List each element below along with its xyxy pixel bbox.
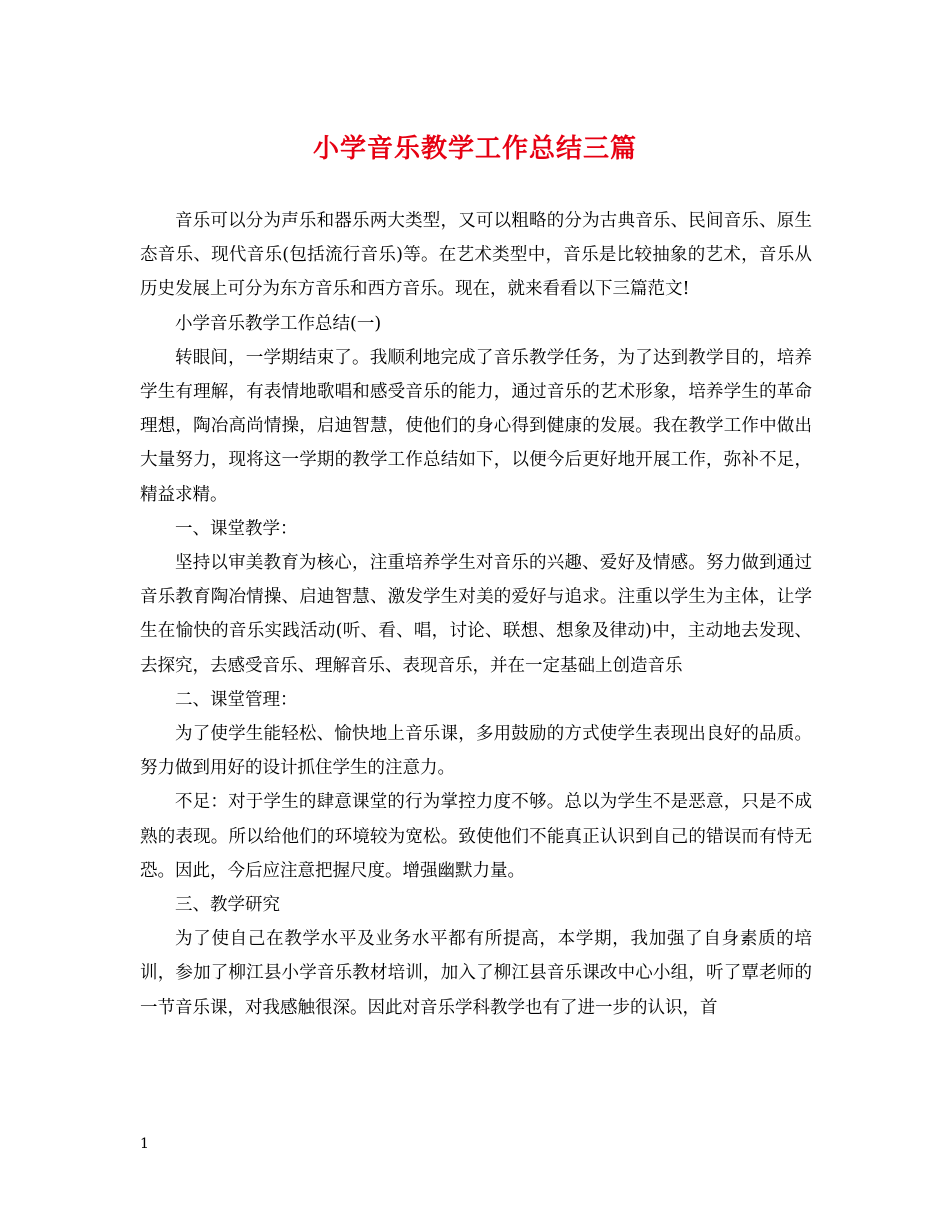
paragraph-shortcomings: 不足：对于学生的肆意课堂的行为掌控力度不够。总以为学生不是恶意，只是不成熟的表现。所以给他们的环境较为宽松。致使他们不能真正认识到自己的错误而有恃无恐。因此，今后应注意把握尺度。增强幽默力量。 <box>140 792 812 881</box>
section-heading-classroom-management: 二、课堂管理： <box>175 689 298 710</box>
document-title: 小学音乐教学工作总结三篇 <box>312 134 637 164</box>
paragraph-teaching-research: 为了使自己在教学水平及业务水平都有所提高，本学期，我加强了自身素质的培训，参加了柳江县小学音乐教材培训，加入了柳江县音乐课改中心小组，听了覃老师的一节音乐课，对我感触很深。因此对音乐学科教学也有了进一步的认识，首 <box>140 929 812 1018</box>
section-heading-teaching-research: 三、教学研究 <box>175 895 280 916</box>
page-number: 1 <box>140 1136 149 1152</box>
paragraph-intro: 音乐可以分为声乐和器乐两大类型，又可以粗略的分为古典音乐、民间音乐、原生态音乐、现代音乐(包括流行音乐)等。在艺术类型中，音乐是比较抽象的艺术，音乐从历史发展上可分为东方音乐和西方音乐。现在，就来看看以下三篇范文! <box>140 211 812 300</box>
paragraph-summary: 转眼间，一学期结束了。我顺利地完成了音乐教学任务，为了达到教学目的，培养学生有理解，有表情地歌唱和感受音乐的能力，通过音乐的艺术形象，培养学生的革命理想，陶冶高尚情操，启迪智慧，使他们的身心得到健康的发展。我在教学工作中做出大量努力，现将这一学期的教学工作总结如下，以便今后更好地开展工作，弥补不足，精益求精。 <box>140 347 812 505</box>
document-body <box>140 204 812 1025</box>
paragraph-classroom-teaching: 坚持以审美教育为核心，注重培养学生对音乐的兴趣、爱好及情感。努力做到通过音乐教育陶冶情操、启迪智慧、激发学生对美的爱好与追求。注重以学生为主体，让学生在愉快的音乐实践活动(听、看、唱，讨论、联想、想象及律动)中，主动地去发现、去探究，去感受音乐、理解音乐、表现音乐，并在一定基础上创造音乐 <box>140 553 812 676</box>
paragraph-classroom-management: 为了使学生能轻松、愉快地上音乐课，多用鼓励的方式使学生表现出良好的品质。努力做到用好的设计抓住学生的注意力。 <box>140 724 812 779</box>
section-heading-classroom-teaching: 一、课堂教学： <box>175 518 298 539</box>
paragraph-subtitle-1: 小学音乐教学工作总结(一) <box>175 313 382 334</box>
